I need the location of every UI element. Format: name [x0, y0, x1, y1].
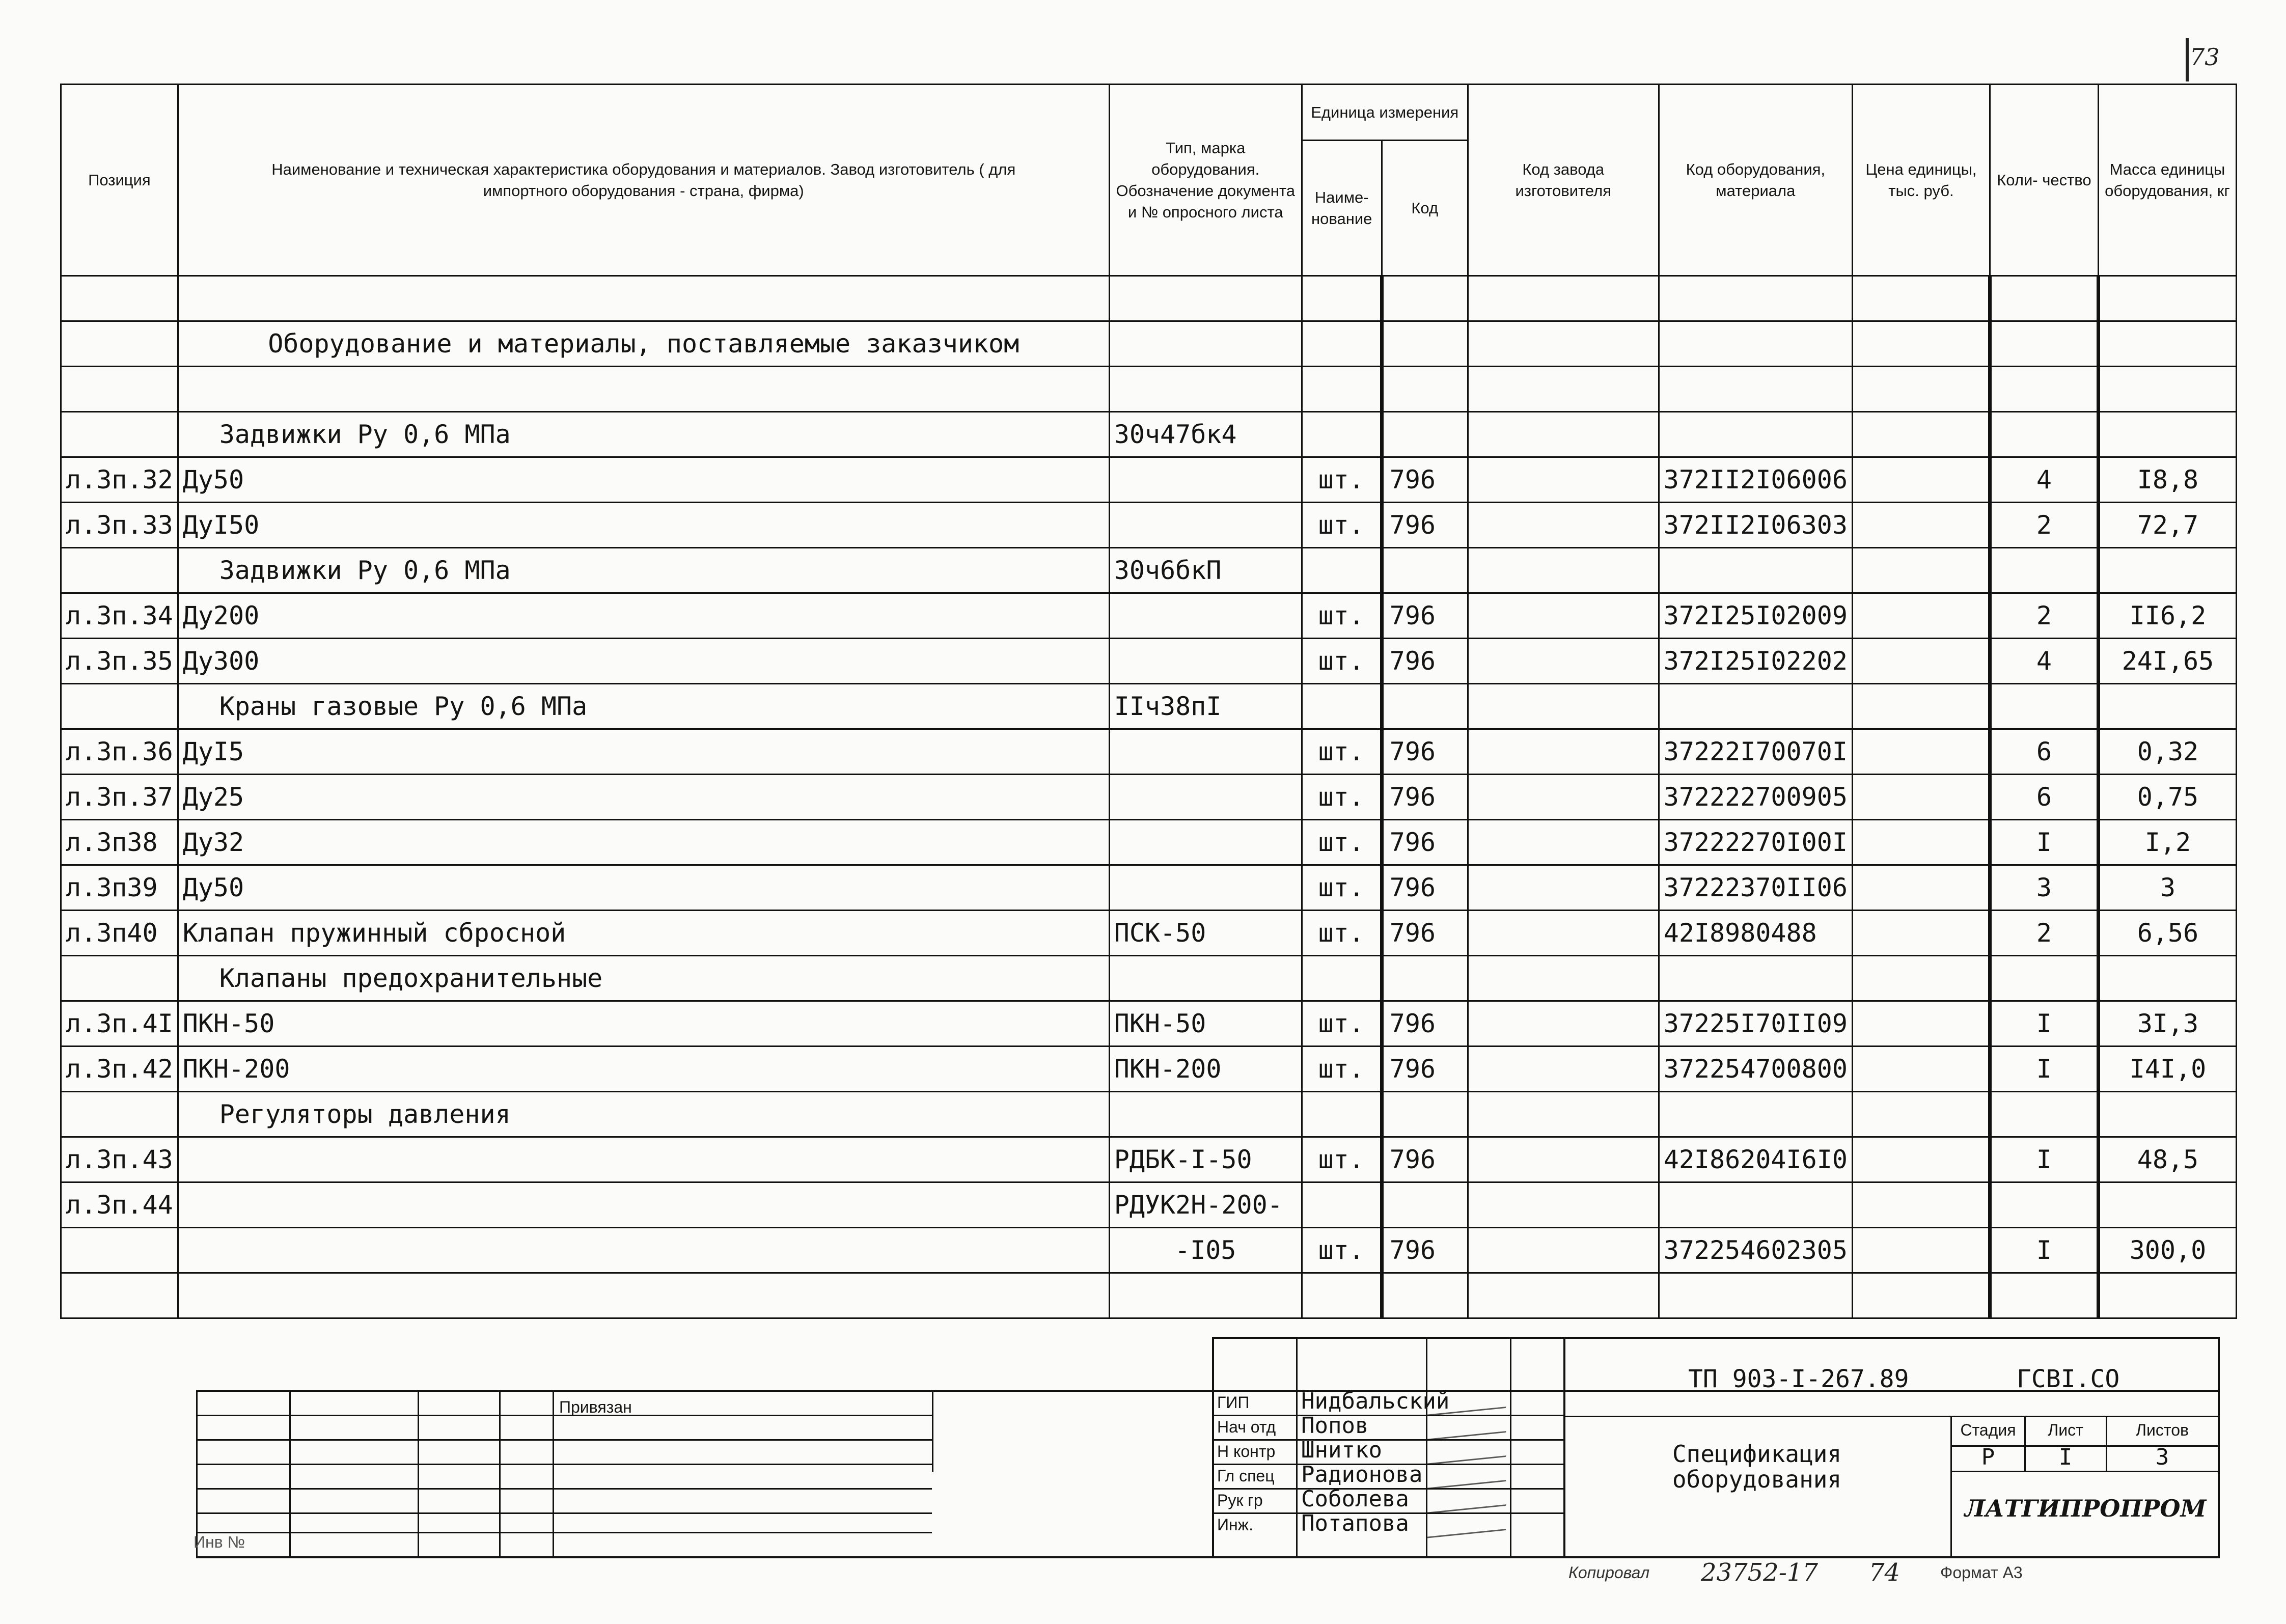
unit-code-cell: [1382, 1182, 1468, 1228]
position-cell: л.Зп.34: [61, 593, 178, 639]
unit-name-cell: шт.: [1302, 457, 1382, 503]
unit-code-cell: 796: [1382, 457, 1468, 503]
unit-name-cell: шт.: [1302, 1001, 1382, 1047]
equipment-code-cell: 372254700800: [1659, 1047, 1852, 1092]
unit-code-cell: [1382, 684, 1468, 729]
position-cell: л.Зп.33: [61, 503, 178, 548]
mass-cell: 72,7: [2098, 503, 2236, 548]
position-cell: л.Зп40: [61, 911, 178, 956]
unit-code-cell: 796: [1382, 865, 1468, 911]
signature-name: Попов: [1301, 1413, 1369, 1439]
plant-code-cell: [1468, 729, 1659, 775]
mass-cell: 48,5: [2098, 1137, 2236, 1182]
plant-code-cell: [1468, 956, 1659, 1001]
unit-name-cell: [1302, 1182, 1382, 1228]
unit-code-cell: 796: [1382, 593, 1468, 639]
unit-code-cell: 796: [1382, 729, 1468, 775]
signature-role: Гл спец: [1217, 1467, 1275, 1485]
plant-code-cell: [1468, 775, 1659, 820]
equipment-code-cell: 372II2I06006: [1659, 457, 1852, 503]
table-row: [61, 593, 2237, 639]
price-cell: [1852, 639, 1990, 684]
mass-cell: [2098, 956, 2236, 1001]
section-row: [61, 548, 2237, 593]
type-cell: ПКН-200: [1109, 1047, 1302, 1092]
name-cell: Задвижки Ру 0,6 МПа: [178, 412, 1109, 457]
unit-code-cell: [1382, 956, 1468, 1001]
type-cell: [1109, 457, 1302, 503]
quantity-cell: I: [1990, 1001, 2098, 1047]
type-cell: [1109, 820, 1302, 865]
unit-name-cell: [1302, 548, 1382, 593]
equipment-code-cell: 372II2I06303: [1659, 503, 1852, 548]
position-cell: [61, 548, 178, 593]
type-cell: [1109, 1092, 1302, 1137]
copied-label: Копировал: [1568, 1563, 1650, 1582]
equipment-code-cell: [1659, 684, 1852, 729]
unit-name-cell: шт.: [1302, 775, 1382, 820]
signature-scribble: [1426, 1511, 1512, 1538]
table-row: [61, 1228, 2237, 1273]
mass-cell: [2098, 1092, 2236, 1137]
name-cell: ДуI50: [178, 503, 1109, 548]
unit-code-cell: 796: [1382, 503, 1468, 548]
equipment-code-cell: 372254602305: [1659, 1228, 1852, 1273]
plant-code-cell: [1468, 1182, 1659, 1228]
equipment-code-cell: 372I25I02202: [1659, 639, 1852, 684]
price-cell: [1852, 457, 1990, 503]
equipment-code-cell: 37225I70II09: [1659, 1001, 1852, 1047]
price-cell: [1852, 548, 1990, 593]
unit-name-cell: шт.: [1302, 639, 1382, 684]
quantity-cell: I: [1990, 820, 2098, 865]
unit-code-cell: 796: [1382, 1228, 1468, 1273]
price-cell: [1852, 956, 1990, 1001]
signature-name: Соболева: [1301, 1486, 1409, 1512]
type-cell: [1109, 729, 1302, 775]
section-row: [61, 412, 2237, 457]
section-row: [61, 1092, 2237, 1137]
table-row: [61, 1047, 2237, 1092]
mass-cell: [2098, 684, 2236, 729]
table-row: [61, 1137, 2237, 1182]
position-cell: л.Зп39: [61, 865, 178, 911]
unit-name-cell: [1302, 1092, 1382, 1137]
signature-role: ГИП: [1217, 1393, 1250, 1412]
quantity-cell: 2: [1990, 593, 2098, 639]
type-cell: -I05: [1109, 1228, 1302, 1273]
name-cell: Ду200: [178, 593, 1109, 639]
position-cell: л.Зп.42: [61, 1047, 178, 1092]
name-cell: Регуляторы давления: [178, 1092, 1109, 1137]
position-cell: л.Зп.35: [61, 639, 178, 684]
signature-name: Шнитко: [1301, 1437, 1382, 1463]
page-number-mark: [2186, 38, 2189, 81]
table-row: [61, 1182, 2237, 1228]
unit-code-cell: [1382, 412, 1468, 457]
price-cell: [1852, 1047, 1990, 1092]
price-cell: [1852, 865, 1990, 911]
name-cell: ДуI5: [178, 729, 1109, 775]
plant-code-cell: [1468, 865, 1659, 911]
signature-role: Рук гр: [1217, 1491, 1263, 1509]
quantity-cell: I: [1990, 1047, 2098, 1092]
empty-cell: [2098, 1273, 2236, 1318]
unit-code-cell: [1382, 548, 1468, 593]
type-cell: 30ч6бкП: [1109, 548, 1302, 593]
type-cell: РДБК-I-50: [1109, 1137, 1302, 1182]
quantity-cell: I: [1990, 1137, 2098, 1182]
section-title: Оборудование и материалы, поставляемые заказчиком: [178, 321, 1109, 367]
header-type: Тип, марка оборудования. Обозначение документа и № опросного листа: [1109, 85, 1302, 276]
quantity-cell: [1990, 684, 2098, 729]
unit-name-cell: [1302, 684, 1382, 729]
empty-cell: [1468, 1273, 1659, 1318]
empty-cell: [1109, 1273, 1302, 1318]
type-cell: [1109, 593, 1302, 639]
copy-page: 74: [1869, 1558, 1901, 1587]
position-cell: [61, 684, 178, 729]
quantity-cell: 6: [1990, 775, 2098, 820]
unit-name-cell: шт.: [1302, 820, 1382, 865]
position-cell: [61, 1228, 178, 1273]
mass-cell: 6,56: [2098, 911, 2236, 956]
table-row: [61, 820, 2237, 865]
sheets-value: 3: [2155, 1444, 2169, 1470]
empty-cell: [1382, 1273, 1468, 1318]
organization-name: ЛАТГИПРОПРОМ: [1964, 1495, 2207, 1522]
name-cell: [178, 1137, 1109, 1182]
plant-code-cell: [1468, 911, 1659, 956]
name-cell: Клапан пружинный сбросной: [178, 911, 1109, 956]
name-cell: ПКН-50: [178, 1001, 1109, 1047]
quantity-cell: 4: [1990, 457, 2098, 503]
name-cell: [178, 1182, 1109, 1228]
price-cell: [1852, 1182, 1990, 1228]
name-cell: Ду300: [178, 639, 1109, 684]
type-cell: [1109, 956, 1302, 1001]
plant-code-cell: [1468, 639, 1659, 684]
table-row: [61, 639, 2237, 684]
unit-code-cell: 796: [1382, 775, 1468, 820]
plant-code-cell: [1468, 548, 1659, 593]
position-cell: л.Зп.4I: [61, 1001, 178, 1047]
header-equipment-code: Код оборудования, материала: [1659, 85, 1852, 276]
quantity-cell: [1990, 1182, 2098, 1228]
equipment-code-cell: [1659, 956, 1852, 1001]
price-cell: [1852, 729, 1990, 775]
name-cell: Клапаны предохранительные: [178, 956, 1109, 1001]
position-cell: л.Зп.44: [61, 1182, 178, 1228]
table-row: [61, 729, 2237, 775]
signature-scribble: [1426, 1487, 1512, 1513]
unit-code-cell: 796: [1382, 911, 1468, 956]
type-cell: [1109, 775, 1302, 820]
section-row: [61, 684, 2237, 729]
name-cell: Ду25: [178, 775, 1109, 820]
page-number: 73: [2190, 43, 2220, 71]
unit-name-cell: шт.: [1302, 503, 1382, 548]
equipment-code-cell: [1659, 1182, 1852, 1228]
table-row: [61, 865, 2237, 911]
table-row: [61, 1273, 2237, 1318]
sheet-value: I: [2058, 1444, 2073, 1470]
equipment-code-cell: [1659, 548, 1852, 593]
header-name: Наименование и техническая характеристика оборудования и материалов. Завод изготовитель ( для импортного оборудования - страна, фирма): [178, 85, 1109, 276]
plant-code-cell: [1468, 593, 1659, 639]
signature-name: Потапова: [1301, 1510, 1409, 1536]
sheets-label: Листов: [2136, 1421, 2189, 1439]
position-cell: л.Зп.32: [61, 457, 178, 503]
quantity-cell: 6: [1990, 729, 2098, 775]
type-cell: ПСК-50: [1109, 911, 1302, 956]
table-row: [61, 775, 2237, 820]
price-cell: [1852, 820, 1990, 865]
unit-code-cell: [1382, 1092, 1468, 1137]
quantity-cell: 2: [1990, 911, 2098, 956]
mass-cell: I,2: [2098, 820, 2236, 865]
plant-code-cell: [1468, 684, 1659, 729]
type-cell: IIч38пI: [1109, 684, 1302, 729]
plant-code-cell: [1468, 820, 1659, 865]
plant-code-cell: [1468, 1092, 1659, 1137]
quantity-cell: 3: [1990, 865, 2098, 911]
empty-cell: [178, 1273, 1109, 1318]
unit-name-cell: шт.: [1302, 1137, 1382, 1182]
signature-role: Инж.: [1217, 1516, 1253, 1534]
signature-name: Нидбальский: [1301, 1388, 1450, 1414]
table-row: [61, 911, 2237, 956]
type-cell: РДУК2Н-200-: [1109, 1182, 1302, 1228]
header-unit-name: Наиме- нование: [1302, 141, 1382, 276]
unit-name-cell: [1302, 412, 1382, 457]
price-cell: [1852, 1228, 1990, 1273]
equipment-code-cell: 372I25I02009: [1659, 593, 1852, 639]
mass-cell: I8,8: [2098, 457, 2236, 503]
quantity-cell: [1990, 1092, 2098, 1137]
quantity-cell: 4: [1990, 639, 2098, 684]
attached-label: Привязан: [559, 1398, 632, 1416]
equipment-code-cell: 37222270I00I: [1659, 820, 1852, 865]
doc-code: ТП 903-I-267.89: [1688, 1365, 1909, 1393]
name-cell: [178, 1228, 1109, 1273]
type-cell: [1109, 639, 1302, 684]
equipment-code-cell: 42I86204I6I0: [1659, 1137, 1852, 1182]
price-cell: [1852, 684, 1990, 729]
unit-code-cell: 796: [1382, 820, 1468, 865]
type-cell: [1109, 865, 1302, 911]
unit-name-cell: шт.: [1302, 1228, 1382, 1273]
mass-cell: [2098, 548, 2236, 593]
signature-name: Радионова: [1301, 1462, 1423, 1488]
empty-cell: [1302, 1273, 1382, 1318]
type-cell: [1109, 503, 1302, 548]
quantity-cell: [1990, 956, 2098, 1001]
name-cell: Задвижки Ру 0,6 МПа: [178, 548, 1109, 593]
unit-name-cell: шт.: [1302, 865, 1382, 911]
name-cell: Ду32: [178, 820, 1109, 865]
signature-scribble: [1426, 1414, 1512, 1440]
quantity-cell: [1990, 412, 2098, 457]
signature-role: Н контр: [1217, 1442, 1276, 1461]
equipment-code-cell: [1659, 1092, 1852, 1137]
table-row: [61, 457, 2237, 503]
sheet-label: Лист: [2048, 1421, 2083, 1439]
position-cell: [61, 412, 178, 457]
empty-cell: [1990, 1273, 2098, 1318]
position-cell: [61, 1092, 178, 1137]
header-mass: Масса единицы оборудования, кг: [2098, 85, 2236, 276]
header-position: Позиция: [61, 85, 178, 276]
format-label: Формат А3: [1940, 1563, 2023, 1582]
header-plant-code: Код завода изготовителя: [1468, 85, 1659, 276]
price-cell: [1852, 911, 1990, 956]
plant-code-cell: [1468, 503, 1659, 548]
unit-name-cell: шт.: [1302, 729, 1382, 775]
unit-code-cell: 796: [1382, 1137, 1468, 1182]
stage-value: Р: [1981, 1444, 1995, 1470]
stage-label: Стадия: [1960, 1421, 2016, 1439]
table-row: [61, 503, 2237, 548]
header-unit-group: Единица измерения: [1302, 85, 1468, 141]
header-quantity: Коли- чество: [1990, 85, 2098, 276]
unit-name-cell: [1302, 956, 1382, 1001]
plant-code-cell: [1468, 1137, 1659, 1182]
price-cell: [1852, 412, 1990, 457]
unit-name-cell: шт.: [1302, 1047, 1382, 1092]
mass-cell: 300,0: [2098, 1228, 2236, 1273]
position-cell: л.Зп38: [61, 820, 178, 865]
equipment-code-cell: 37222I70070I: [1659, 729, 1852, 775]
empty-cell: [1659, 1273, 1852, 1318]
position-cell: л.Зп.37: [61, 775, 178, 820]
position-cell: л.Зп.36: [61, 729, 178, 775]
specification-table: [60, 84, 2237, 1319]
header-price: Цена единицы, тыс. руб.: [1852, 85, 1990, 276]
price-cell: [1852, 775, 1990, 820]
price-cell: [1852, 1092, 1990, 1137]
mass-cell: [2098, 1182, 2236, 1228]
price-cell: [1852, 1001, 1990, 1047]
mass-cell: 0,32: [2098, 729, 2236, 775]
quantity-cell: 2: [1990, 503, 2098, 548]
table-row: [61, 1001, 2237, 1047]
mass-cell: I4I,0: [2098, 1047, 2236, 1092]
name-cell: Краны газовые Ру 0,6 МПа: [178, 684, 1109, 729]
mass-cell: 3I,3: [2098, 1001, 2236, 1047]
mass-cell: 0,75: [2098, 775, 2236, 820]
quantity-cell: [1990, 548, 2098, 593]
price-cell: [1852, 1137, 1990, 1182]
equipment-code-cell: 42I8980488: [1659, 911, 1852, 956]
plant-code-cell: [1468, 1228, 1659, 1273]
sheet-code: ГСВI.СО: [2017, 1365, 2120, 1393]
position-cell: [61, 956, 178, 1001]
name-cell: ПКН-200: [178, 1047, 1109, 1092]
type-cell: ПКН-50: [1109, 1001, 1302, 1047]
plant-code-cell: [1468, 1047, 1659, 1092]
position-cell: л.Зп.43: [61, 1137, 178, 1182]
name-cell: Ду50: [178, 865, 1109, 911]
mass-cell: [2098, 412, 2236, 457]
signature-scribble: [1426, 1463, 1512, 1489]
header-unit-code: Код: [1382, 141, 1468, 276]
equipment-code-cell: 37222370II06: [1659, 865, 1852, 911]
copy-number: 23752-17: [1701, 1558, 1818, 1587]
name-cell: Ду50: [178, 457, 1109, 503]
mass-cell: 3: [2098, 865, 2236, 911]
section-row: [61, 956, 2237, 1001]
type-cell: 30ч47бк4: [1109, 412, 1302, 457]
signature-scribble: [1426, 1438, 1512, 1465]
equipment-code-cell: [1659, 412, 1852, 457]
equipment-code-cell: 372222700905: [1659, 775, 1852, 820]
price-cell: [1852, 593, 1990, 639]
unit-name-cell: шт.: [1302, 593, 1382, 639]
empty-cell: [61, 1273, 178, 1318]
inventory-label: Инв №: [194, 1533, 245, 1551]
unit-code-cell: 796: [1382, 1047, 1468, 1092]
unit-code-cell: 796: [1382, 639, 1468, 684]
mass-cell: 24I,65: [2098, 639, 2236, 684]
unit-name-cell: шт.: [1302, 911, 1382, 956]
mass-cell: II6,2: [2098, 593, 2236, 639]
plant-code-cell: [1468, 457, 1659, 503]
unit-code-cell: 796: [1382, 1001, 1468, 1047]
plant-code-cell: [1468, 1001, 1659, 1047]
quantity-cell: I: [1990, 1228, 2098, 1273]
plant-code-cell: [1468, 412, 1659, 457]
empty-cell: [1852, 1273, 1990, 1318]
signature-role: Нач отд: [1217, 1418, 1276, 1436]
document-title: Спецификация оборудования: [1672, 1440, 1842, 1493]
price-cell: [1852, 503, 1990, 548]
